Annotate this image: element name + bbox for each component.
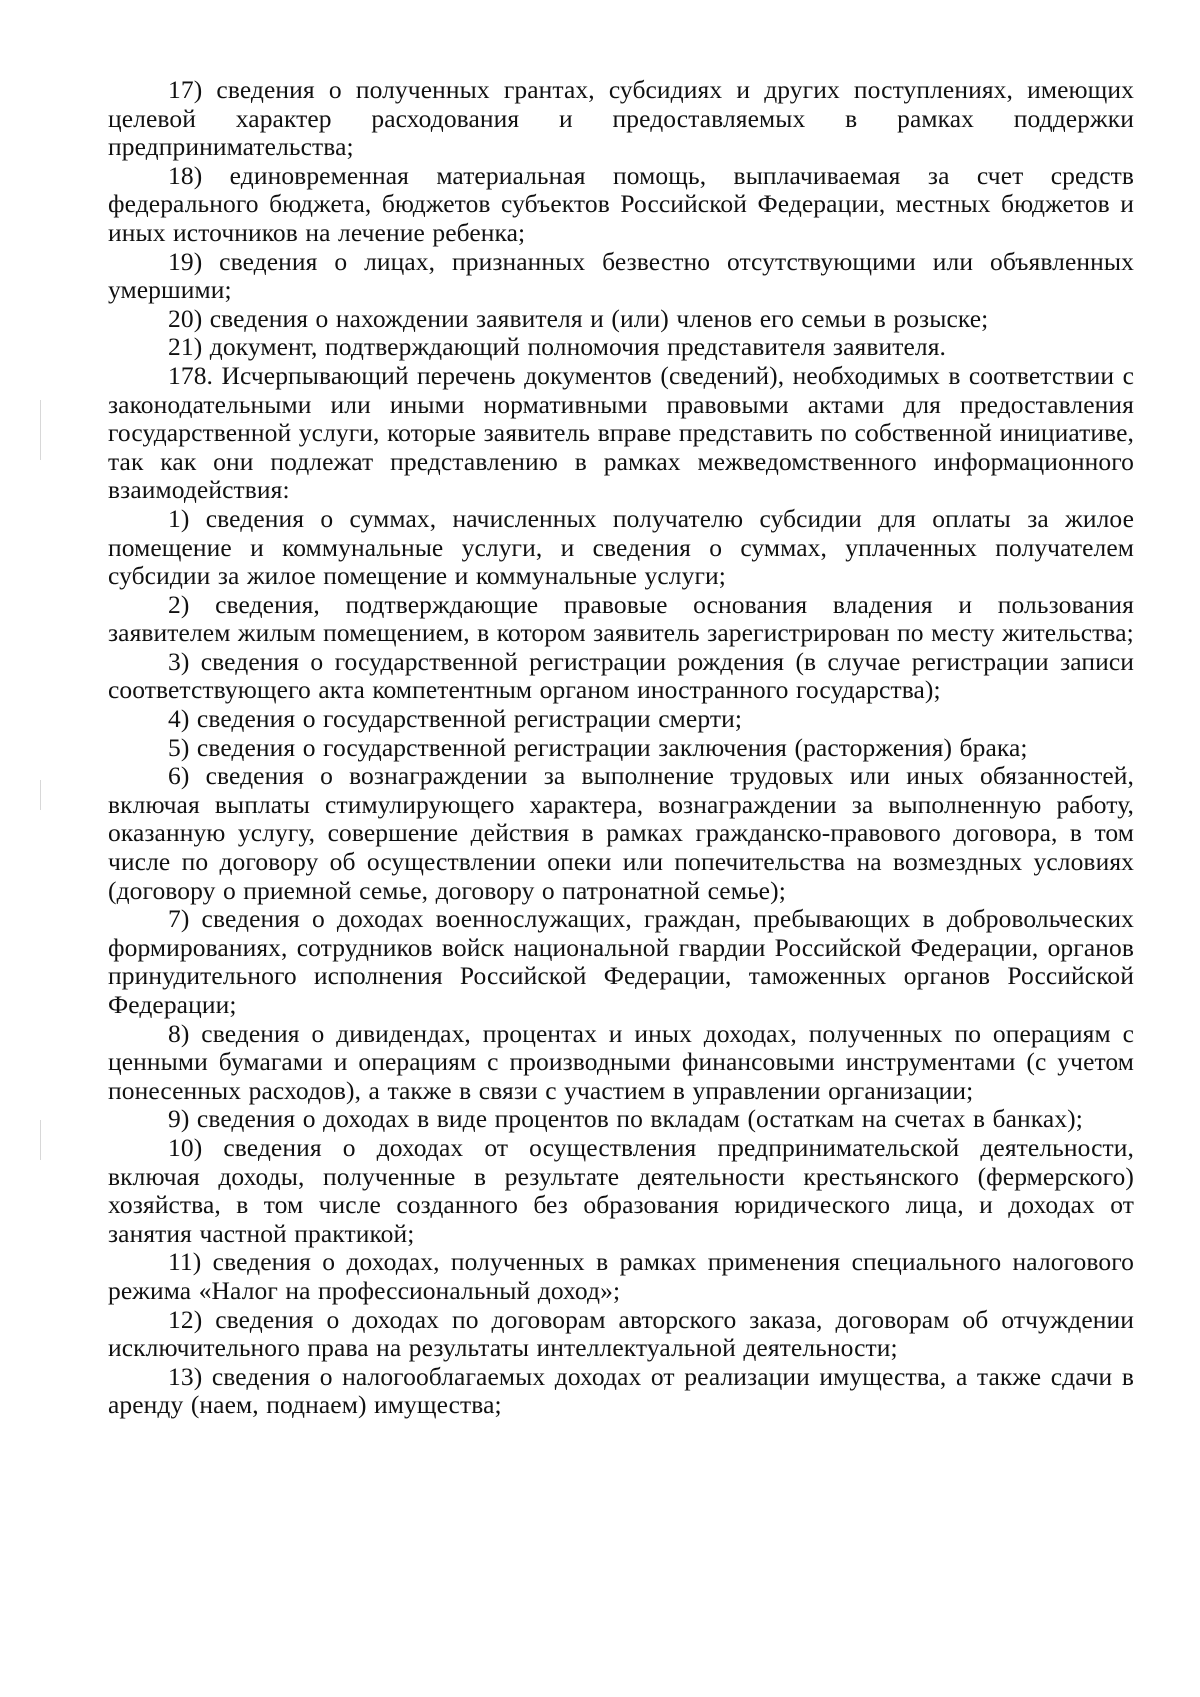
sublist-item-2: 2) сведения, подтверждающие правовые основания владения и пользования заявителем жилым помещением, в котором заявитель зарегистрирован по месту жительства; [108,589,1134,648]
sublist-item-12: 12) сведения о доходах по договорам авторского заказа, договорам об отчуждении исключительного права на результаты интеллектуальной деятельности; [108,1304,1134,1363]
list-item-19: 19) сведения о лицах, признанных безвестно отсутствующими или объявленных умершими; [108,246,1134,305]
scan-margin-line [40,780,41,810]
sublist-item-13: 13) сведения о налогооблагаемых доходах от реализации имущества, а также сдачи в аренду (наем, поднаем) имущества; [108,1361,1134,1420]
clause-178: 178. Исчерпывающий перечень документов (сведений), необходимых в соответствии с законодательными или иными нормативными правовыми актами для предоставления государственной услуги, которые заявитель вправе представить по собственной инициативе, так как они подлежат представлению в рамках межведомственного информационного взаимодействия: [108,360,1134,505]
sublist-item-4: 4) сведения о государственной регистрации смерти; [168,704,743,734]
sublist-item-10: 10) сведения о доходах от осуществления предпринимательской деятельности, включая доходы, полученные в результате деятельности крестьянского (фермерского) хозяйства, в том числе созданного без образования юридического лица, и доходах от занятия частной практикой; [108,1132,1134,1248]
scan-margin-line [40,1120,41,1160]
list-item-17: 17) сведения о полученных грантах, субсидиях и других поступлениях, имеющих целевой характер расходования и предоставляемых в рамках поддержки предпринимательства; [108,75,1134,162]
list-item-21: 21) документ, подтверждающий полномочия представителя заявителя. [168,332,947,362]
list-item-18: 18) единовременная материальная помощь, выплачиваемая за счет средств федерального бюджета, бюджетов субъектов Российской Федерации, местных бюджетов и иных источников на лечение ребенка; [108,160,1134,247]
sublist-item-9: 9) сведения о доходах в виде процентов по вкладам (остаткам на счетах в банках); [168,1104,1083,1134]
sublist-item-1: 1) сведения о суммах, начисленных получателю субсидии для оплаты за жилое помещение и коммунальные услуги, и сведения о суммах, уплаченных получателем субсидии за жилое помещение и коммунальные услуги; [108,503,1134,591]
list-item-20: 20) сведения о нахождении заявителя и (или) членов его семьи в розыске; [168,303,989,333]
sublist-item-8: 8) сведения о дивидендах, процентах и иных доходах, полученных по операциям с ценными бумагами и операциям с производными финансовыми инструментами (с учетом понесенных расходов), а также в связи с участием в управлении организации; [108,1018,1134,1105]
document-body [108,76,1134,1420]
sublist-item-11: 11) сведения о доходах, полученных в рамках применения специального налогового режима «Налог на профессиональный доход»; [108,1247,1134,1305]
sublist-item-7: 7) сведения о доходах военнослужащих, граждан, пребывающих в добровольческих формированиях, сотрудников войск национальной гвардии Российской Федерации, органов принудительного исполнения Российской Федерации, таможенных органов Российской Федерации; [108,904,1134,1019]
scan-margin-line [40,400,41,460]
sublist-item-3: 3) сведения о государственной регистрации рождения (в случае регистрации записи соответствующего акта компетентным органом иностранного государства); [108,646,1134,705]
sublist-item-6: 6) сведения о вознаграждении за выполнение трудовых или иных обязанностей, включая выплаты стимулирующего характера, вознаграждении за выполненную работу, оказанную услугу, совершение действия в рамках гражданско-правового договора, в том числе по договору об осуществлении опеки или попечительства на возмездных условиях (договору о приемной семье, договору о патронатной семье); [108,761,1134,905]
sublist-item-5: 5) сведения о государственной регистрации заключения (расторжения) брака; [168,732,1028,762]
